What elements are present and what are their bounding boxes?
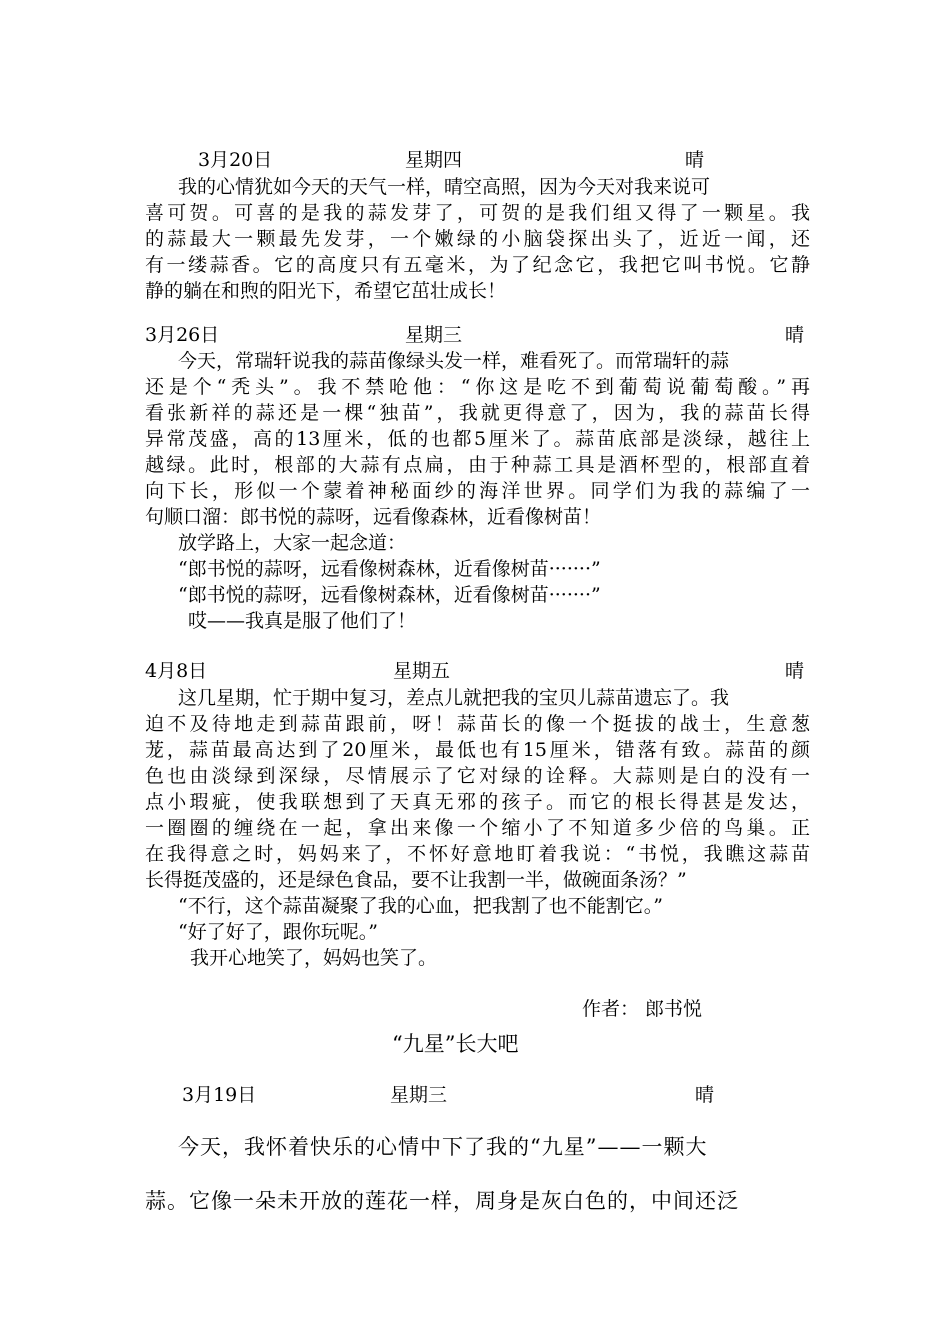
entry3-line: “不行，这个蒜苗凝聚了我的心血，把我割了也不能割它。” <box>178 895 663 917</box>
entry1-date: 3月20日 <box>198 149 273 171</box>
entry3-line: 迫不及待地走到蒜苗跟前，呀！蒜苗长的像一个挺拔的战士，生意葱 <box>145 713 810 735</box>
entry2-line: 向下长，形似一个蒙着神秘面纱的海洋世界。同学们为我的蒜编了一 <box>145 480 810 502</box>
entry1-line: 喜可贺。可喜的是我的蒜发芽了，可贺的是我们组又得了一颗星。我 <box>145 202 810 224</box>
entry3-line: 点小瑕疵，使我联想到了天真无邪的孩子。而它的根长得甚是发达， <box>145 791 810 813</box>
entry2-date: 3月26日 <box>145 324 220 346</box>
entry1-weekday: 星期四 <box>405 149 463 171</box>
entry3-weather: 晴 <box>785 660 805 682</box>
entry4-weather: 晴 <box>695 1084 715 1106</box>
entry2-weekday: 星期三 <box>405 324 463 346</box>
entry2-line: 今天，常瑞轩说我的蒜苗像绿头发一样，难看死了。而常瑞轩的蒜 <box>178 350 730 372</box>
entry2-line: 哎——我真是服了他们了！ <box>188 610 417 632</box>
entry4-line: 蒜。它像一朵未开放的莲花一样，周身是灰白色的，中间还泛 <box>145 1189 739 1213</box>
entry3-line: 长得挺茂盛的，还是绿色食品，要不让我割一半，做碗面条汤？” <box>145 869 687 891</box>
entry1-line: 我的心情犹如今天的天气一样，晴空高照，因为今天对我来说可 <box>178 176 711 198</box>
entry4-line: 今天，我怀着快乐的心情中下了我的“九星”——一颗大 <box>178 1135 708 1159</box>
entry3-line: 茏，蒜苗最高达到了20厘米，最低也有15厘米，错落有致。蒜苗的颜 <box>145 739 810 761</box>
entry3-line: 一圈圈的缠绕在一起，拿出来像一个缩小了不知道多少倍的鸟巢。正 <box>145 817 810 839</box>
entry4-weekday: 星期三 <box>390 1084 448 1106</box>
entry2-line: 越绿。此时，根部的大蒜有点扁，由于种蒜工具是酒杯型的，根部直着 <box>145 454 810 476</box>
article-title: “九星”长大吧 <box>392 1032 519 1056</box>
entry2-line: 异常茂盛，高的13厘米，低的也都5厘米了。蒜苗底部是淡绿，越往上 <box>145 428 810 450</box>
entry2-line: 看张新祥的蒜还是一棵“独苗”，我就更得意了，因为，我的蒜苗长得 <box>145 402 810 424</box>
entry3-weekday: 星期五 <box>393 660 451 682</box>
entry1-weather: 晴 <box>685 149 705 171</box>
entry2-line: 句顺口溜：郎书悦的蒜呀，远看像森林，近看像树苗！ <box>145 506 602 528</box>
entry3-line: 我开心地笑了，妈妈也笑了。 <box>190 947 438 969</box>
entry2-line: 放学路上，大家一起念道： <box>178 532 407 554</box>
entry3-line: 在我得意之时，妈妈来了，不怀好意地盯着我说：“书悦，我瞧这蒜苗 <box>145 843 810 865</box>
entry4-date: 3月19日 <box>182 1084 257 1106</box>
entry1-line: 静的躺在和煦的阳光下，希望它茁壮成长！ <box>145 280 507 302</box>
entry3-line: 色也由淡绿到深绿，尽情展示了它对绿的诠释。大蒜则是白的没有一 <box>145 765 810 787</box>
entry2-line: 还是个“秃头”。我不禁呛他：“你这是吃不到葡萄说葡萄酸。”再 <box>145 376 810 398</box>
author-line: 作者： 郎书悦 <box>582 998 703 1020</box>
entry1-line: 的蒜最大一颗最先发芽，一个嫩绿的小脑袋探出头了，近近一闻，还 <box>145 228 810 250</box>
entry2-line: “郎书悦的蒜呀，远看像树森林，近看像树苗·······” <box>178 558 601 580</box>
entry1-line: 有一缕蒜香。它的高度只有五毫米，为了纪念它，我把它叫书悦。它静 <box>145 254 810 276</box>
entry3-line: 这几星期，忙于期中复习，差点儿就把我的宝贝儿蒜苗遗忘了。我 <box>178 687 730 709</box>
entry2-line: “郎书悦的蒜呀，远看像树森林，近看像树苗·······” <box>178 584 601 606</box>
entry2-weather: 晴 <box>785 324 805 346</box>
entry3-date: 4月8日 <box>145 660 208 682</box>
entry3-line: “好了好了，跟你玩呢。” <box>178 921 378 943</box>
